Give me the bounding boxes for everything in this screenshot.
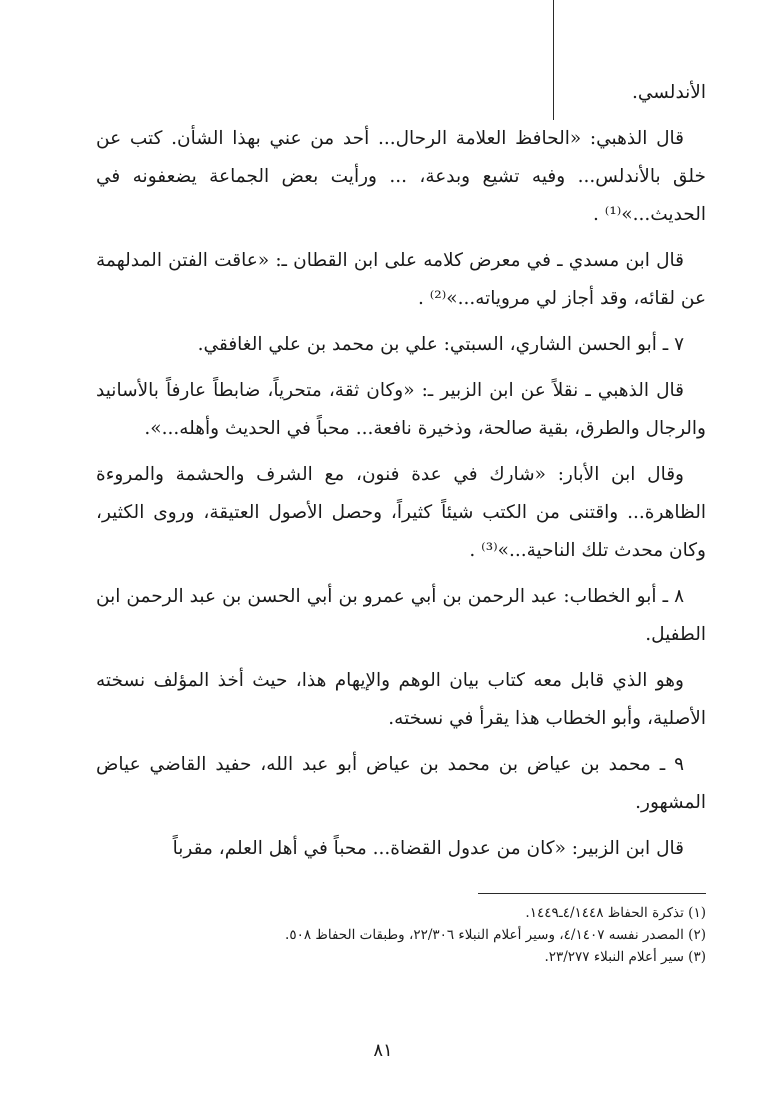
paragraph-9: ٩ ـ محمد بن عياض بن محمد بن عياض أبو عبد الله، حفيد القاضي عياض المشهور. <box>96 754 706 813</box>
paragraph-4: ٧ ـ أبو الحسن الشاري، السبتي: علي بن محمد بن علي الغافقي. <box>197 334 684 355</box>
paragraph-6: وقال ابن الأبار: «شارك في عدة فنون، مع الشرف والحشمة والمروءة الظاهرة... واقتنى من الكتب شيئاً كثيراً، وحصل الأصول العتيقة، وروى الكثير، وكان محدث تلك الناحية...»⁽³⁾ . <box>96 464 706 561</box>
footnote-1: (١) تذكرة الحفاظ ٤/١٤٤٨ـ١٤٤٩. <box>525 905 706 921</box>
footnote-3: (٣) سير أعلام النبلاء ٢٣/٢٧٧. <box>544 949 706 965</box>
footnote-2: (٢) المصدر نفسه ٤/١٤٠٧، وسير أعلام النبلاء ٢٢/٣٠٦، وطبقات الحفاظ ٥٠٨. <box>285 927 706 943</box>
paragraph-5: قال الذهبي ـ نقلاً عن ابن الزبير ـ: «وكان ثقة، متحرياً، ضابطاً عارفاً بالأسانيد والرجال والطرق، بقية صالحة، وذخيرة نافعة... محباً في الحديث وأهله...». <box>96 380 706 439</box>
body-text <box>96 74 706 868</box>
paragraph-10: قال ابن الزبير: «كان من عدول القضاة... محباً في أهل العلم، مقرباً <box>172 838 684 859</box>
footnotes <box>96 902 706 968</box>
paragraph-2: قال الذهبي: «الحافظ العلامة الرحال... أحد من عني بهذا الشأن. كتب عن خلق بالأندلس... وفيه تشيع وبدعة، ... ورأيت بعض الجماعة يضعفونه في الحديث...»⁽¹⁾ . <box>96 128 706 225</box>
paragraph-3: قال ابن مسدي ـ في معرض كلامه على ابن القطان ـ: «عاقت الفتن المدلهمة عن لقائه، وقد أجاز لي مروياته...»⁽²⁾ . <box>96 250 706 309</box>
paragraph-8: وهو الذي قابل معه كتاب بيان الوهم والإيهام هذا، حيث أخذ المؤلف نسخته الأصلية، وأبو الخطاب هذا يقرأ في نسخته. <box>96 670 706 729</box>
footnote-separator <box>478 893 706 894</box>
paragraph-1: الأندلسي. <box>632 82 706 103</box>
page-number: ٨١ <box>373 1040 393 1061</box>
paragraph-7: ٨ ـ أبو الخطاب: عبد الرحمن بن أبي عمرو بن أبي الحسن بن عبد الرحمن ابن الطفيل. <box>96 586 706 645</box>
